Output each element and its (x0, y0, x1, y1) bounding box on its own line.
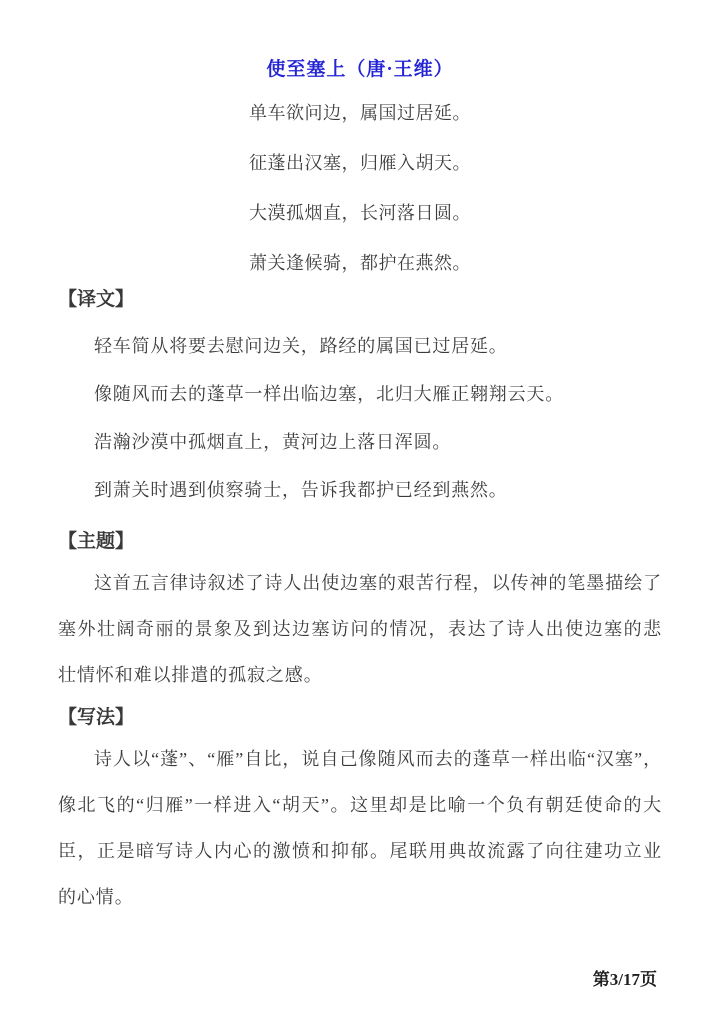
poem-body (58, 88, 662, 288)
poem-line-1: 单车欲问边，属国过居延。 (249, 103, 471, 123)
translation-line-1: 轻车简从将要去慰问边关，路经的属国已过居延。 (94, 336, 508, 356)
poem-line-2: 征蓬出汉塞，归雁入胡天。 (249, 153, 471, 173)
technique-paragraph: 诗人以“蓬”、“雁”自比，说自己像随风而去的蓬草一样出临“汉塞”，像北飞的“归雁”一样进入“胡天”。这里却是比喻一个负有朝廷使命的大臣，正是暗写诗人内心的激愤和抑郁。尾联用典故流露了向往建功立业的心情。 (58, 749, 662, 907)
poem-line-3: 大漠孤烟直，长河落日圆。 (249, 203, 471, 223)
page-number: 第3/17页 (592, 970, 657, 989)
section-header-translation: 【译文】 (58, 289, 135, 310)
section-header-theme: 【主题】 (58, 531, 135, 552)
translation-line-4: 到萧关时遇到侦察骑士，告诉我都护已经到燕然。 (94, 480, 508, 500)
translation-section (58, 322, 662, 514)
theme-paragraph: 这首五言律诗叙述了诗人出使边塞的艰苦行程，以传神的笔墨描绘了塞外壮阔奇丽的景象及到达边塞访问的情况，表达了诗人出使边塞的悲壮情怀和难以排遣的孤寂之感。 (58, 573, 662, 685)
poem-title: 使至塞上（唐·王维） (266, 59, 454, 80)
translation-line-2: 像随风而去的蓬草一样出临边塞，北归大雁正翱翔云天。 (94, 384, 564, 404)
poem-line-4: 萧关逢候骑，都护在燕然。 (249, 253, 471, 273)
translation-line-3: 浩瀚沙漠中孤烟直上，黄河边上落日浑圆。 (94, 432, 452, 452)
section-header-technique: 【写法】 (58, 707, 135, 728)
